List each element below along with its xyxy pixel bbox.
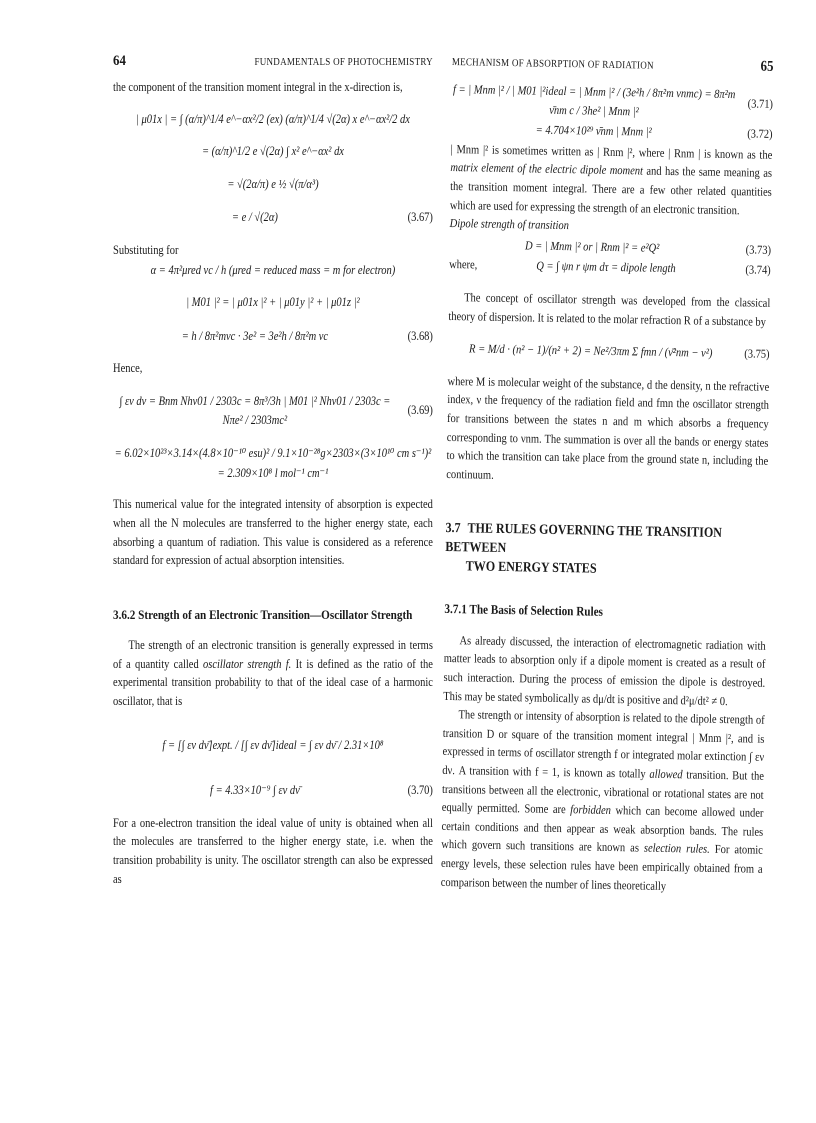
emphasis: Dipole strength of transition <box>449 216 570 233</box>
emphasis: oscillator strength f. <box>203 656 292 671</box>
page-number: 65 <box>760 58 774 75</box>
equation-3-69 <box>113 392 433 429</box>
where-label: where, <box>449 257 478 272</box>
equation-number: (3.72) <box>747 126 773 142</box>
equation-number: (3.71) <box>747 96 774 112</box>
subsection-heading: 3.7.1 The Basis of Selection Rules <box>444 601 604 620</box>
text-run: For atomic energy levels, these selection rules have been empirically obtained from a comparison between the number of lines theoretically <box>440 842 763 893</box>
equation-result: = 2.309×10⁸ l mol⁻¹ cm⁻¹ <box>217 465 329 480</box>
paragraph <box>113 636 433 710</box>
equation-number: (3.69) <box>407 403 433 418</box>
text-run: The strength or intensity of absorption is related to the dipole strength of transition D or square of the transition moment integral | Mnm |², and is expressed in terms of oscillator strength f or integrated molar extinction ∫ εν dν. A transition with f = 1, is known as totally <box>442 707 765 781</box>
equation-calculation: = 6.02×10²³×3.14×(4.8×10⁻¹⁰ esu)² / 9.1×10⁻²⁸g×2303×(3×10¹⁰ cm s⁻¹)² <box>114 446 432 461</box>
text-run: The strength of an electronic transition is generally expressed in terms of a quantity called <box>113 638 433 671</box>
paragraph: For a one-electron transition the ideal value of unity is obtained when all the molecules are transferred to the higher energy state, i.e. when the transition probability is unity. The oscillator strength can also be expressed as <box>113 815 433 886</box>
equation-number: (3.73) <box>745 242 772 257</box>
equation-line: | μ01x | = ∫ (α/π)^1/4 e^−αx²/2 (ex) (α/π)^1/4 √(2α) x e^−αx²/2 dx <box>135 111 410 126</box>
left-page <box>113 52 433 888</box>
equation-line: = √(2α/π) e ½ √(π/α³) <box>227 176 319 191</box>
section-number: 3.7 <box>445 521 461 537</box>
section-heading <box>445 519 767 582</box>
text-run: which can become allowed under certain conditions and then appear as weak absorption bands. The rules which govern such transitions are known as <box>441 803 764 856</box>
equation-line: f = 4.33×10⁻⁹ ∫ εν dν̄ <box>210 783 300 798</box>
paragraph <box>441 705 765 897</box>
equation-line: | M01 |² = | μ01x |² + | μ01y |² + | μ01z |² <box>186 295 360 310</box>
equation-line: ∫ εν dν = Bnm Nhν01 / 2303c = 8π³/3h | M01 |² Nhν01 / 2303c = Nπe² / 2303mc² <box>119 393 391 427</box>
intro-text: the component of the transition moment integral in the x-direction is, <box>113 80 403 94</box>
running-head: MECHANISM OF ABSORPTION OF RADIATION <box>451 56 654 72</box>
equation-line: f = | Mnm |² / | M01 |²ideal = | Mnm |² / (3e²h / 8π²m νnmc) = 8π²m ν̄nm c / 3he² | Mnm |² <box>452 82 736 119</box>
text-run: transition. But the transitions between all the electronic, vibrational or rotational states are not equally permitted. Some are <box>441 767 765 817</box>
hence-label: Hence, <box>113 361 143 376</box>
paragraph: As already discussed, the interaction of electromagnetic radiation with matter leads to absorption only if a dipole moment is created as a result of such interaction. During the process of emission the dipole is destroyed. This may be stated symbolically as dμ/dt is positive and d²μ/dt² ≠ 0. <box>443 633 766 708</box>
right-page-header <box>452 52 774 84</box>
alpha-definition: α = 4π²μred νc / h (μred = reduced mass = m for electron) <box>150 262 396 277</box>
emphasis: matrix element of the electric dipole moment <box>450 160 644 178</box>
left-page-header <box>113 52 433 78</box>
emphasis: selection rules. <box>643 841 710 857</box>
equation-number: (3.75) <box>744 346 770 361</box>
text-run: and has the same meaning as the transition moment integral. There are a few other related quantities which are used for expressing the strength of an electronic transition. <box>449 163 773 217</box>
equation-3-68 <box>113 327 433 346</box>
paragraph: The concept of oscillator strength was developed from the classical theory of dispersion. It is related to the molar refraction R of a substance by <box>448 290 771 329</box>
right-page <box>441 52 774 897</box>
equation-number: (3.68) <box>407 328 433 343</box>
substituting-label: Substituting for <box>113 242 179 257</box>
running-head: FUNDAMENTALS OF PHOTOCHEMISTRY <box>254 57 433 68</box>
oscillator-ratio-equation: f = [∫ εν dν̄]expt. / [∫ εν dν̄]ideal = ∫ εν dν̄ / 2.31×10⁸ <box>162 737 384 752</box>
equation-number: (3.67) <box>407 210 433 225</box>
equation-line: = h / 8π²mνc · 3e² = 3e²h / 8π²m νc <box>181 328 329 343</box>
section-heading: 3.6.2 Strength of an Electronic Transition—Oscillator Strength <box>113 606 413 622</box>
equation-line: = e / √(2α) <box>231 210 278 225</box>
emphasis: forbidden <box>570 802 612 818</box>
equation-line: = (α/π)^1/2 e √(2α) ∫ x² e^−αx² dx <box>201 144 344 159</box>
equation-3-70 <box>113 781 433 800</box>
section-title-line: TWO ENERGY STATES <box>465 559 597 577</box>
equation-number: (3.70) <box>407 783 433 798</box>
equation-number: (3.74) <box>745 262 771 278</box>
paragraph: where M is molecular weight of the substance, d the density, n the refractive index, ν the frequency of the radiation field and fmn the oscillator strength for transitions between the states n and m which absorbs a frequency corresponding to νnm. The summation is over all the bands or energy states to which the transition can take place from the ground state n, including the continuum. <box>446 373 770 482</box>
equation-3-71 <box>451 80 773 123</box>
equation-3-67 <box>113 208 433 227</box>
emphasis: allowed <box>649 766 683 782</box>
section-title-line: THE RULES GOVERNING THE TRANSITION BETWEEN <box>445 521 723 557</box>
page-number: 64 <box>113 53 126 69</box>
equation-line: R = M/d · (n² − 1)/(n² + 2) = Ne²/3πm Σ fmn / (ν̄²nm − ν²) <box>468 341 713 360</box>
paragraph: This numerical value for the integrated intensity of absorption is expected when all the N molecules are transferred to the higher energy state, each absorbing a quantum of radiation. This value is considered as a reference standard for expression of actual absorption intensities. <box>113 497 433 568</box>
text-run: | Mnm |² is sometimes written as | Rnm |², where | Rnm | is known as the <box>450 141 773 162</box>
paragraph <box>450 140 773 220</box>
equation-line: = 4.704×10²⁹ ν̄nm | Mnm |² <box>535 122 652 139</box>
equation-line: Q = ∫ ψn r ψm dτ = dipole length <box>536 258 676 276</box>
text-run: It is defined as the ratio of the experimental transition probability to that of the ideal case of a harmonic oscillator, that is <box>113 656 433 709</box>
equation-line: D = | Mnm |² or | Rnm |² = e²Q² <box>524 238 660 255</box>
